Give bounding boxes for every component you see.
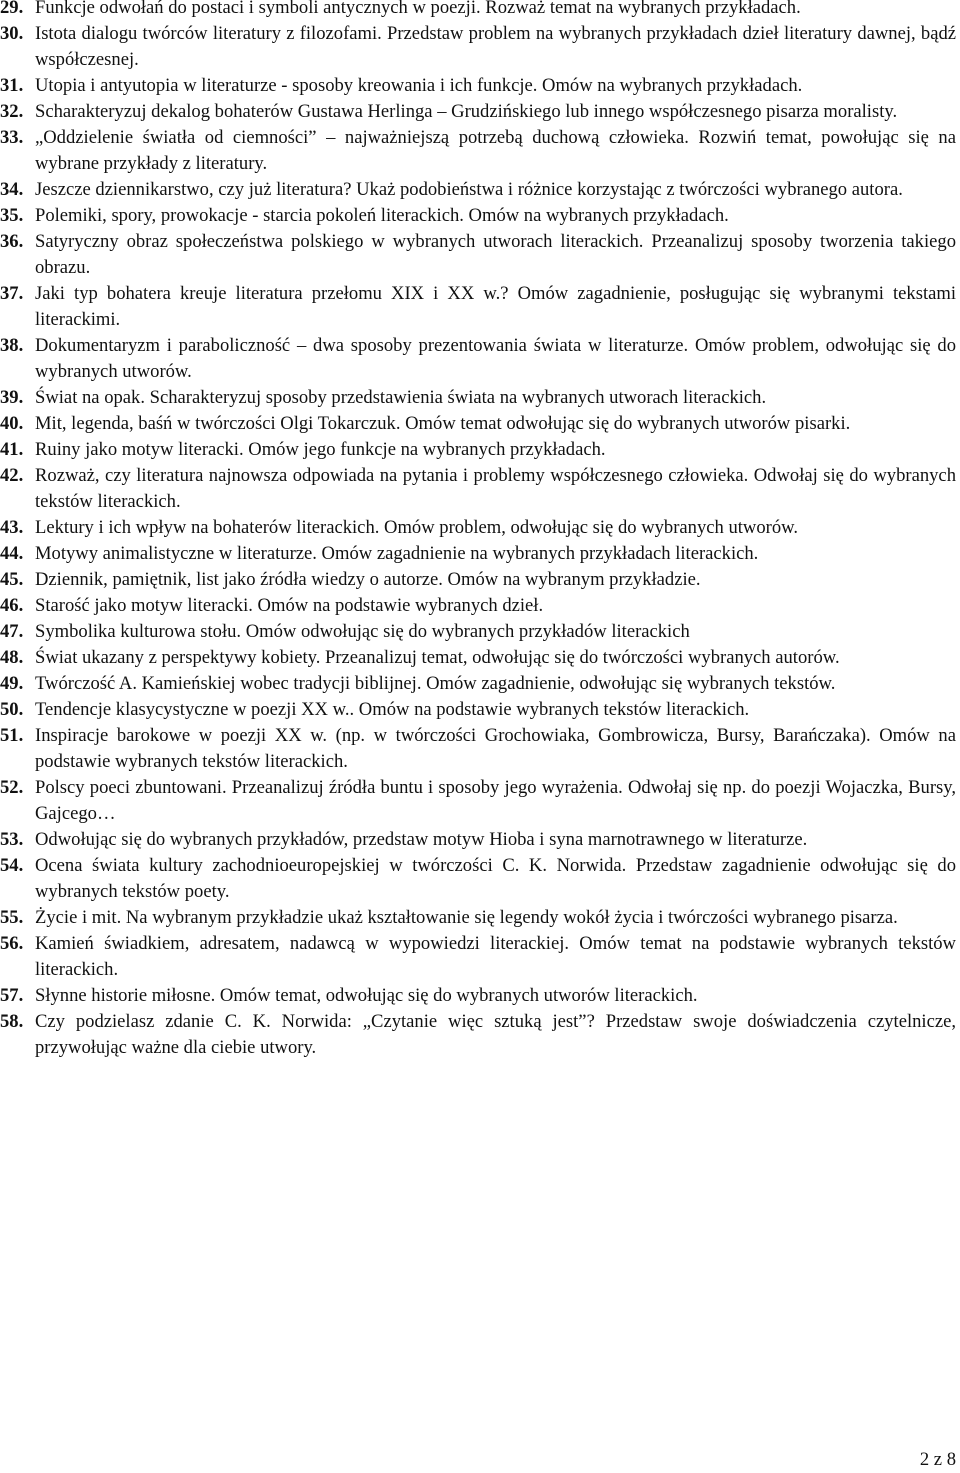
- topic-number: 53.: [0, 829, 24, 850]
- topic-item: [0, 671, 956, 697]
- topic-number: 41.: [0, 439, 24, 460]
- topic-text: Słynne historie miłosne. Omów temat, odwołując się do wybranych utworów literackich.: [35, 985, 698, 1006]
- topic-number: 42.: [0, 465, 24, 486]
- topic-text: Lektury i ich wpływ na bohaterów literackich. Omów problem, odwołując się do wybranych utworów.: [35, 517, 799, 538]
- topic-item: [0, 333, 956, 385]
- topic-number: 51.: [0, 725, 24, 746]
- topic-item: [0, 463, 956, 515]
- topic-item: [0, 645, 956, 671]
- topic-text: Życie i mit. Na wybranym przykładzie ukaż kształtowanie się legendy wokół życia i twórczości wybranego pisarza.: [35, 907, 898, 928]
- topic-number: 43.: [0, 517, 24, 538]
- topic-item: [0, 853, 956, 905]
- topic-item: [0, 73, 956, 99]
- topic-number: 50.: [0, 699, 24, 720]
- topic-text: Motywy animalistyczne w literaturze. Omów zagadnienie na wybranych przykładach literackich.: [35, 543, 759, 564]
- topic-item: [0, 593, 956, 619]
- topic-text: Tendencje klasycystyczne w poezji XX w.. Omów na podstawie wybranych tekstów literackich.: [35, 699, 750, 720]
- topic-item: [0, 905, 956, 931]
- topic-text: Istota dialogu twórców literatury z filozofami. Przedstaw problem na wybranych przykładach dzieł literatury dawnej, bądź współczesnej.: [35, 23, 956, 70]
- topic-number: 45.: [0, 569, 24, 590]
- topic-item: [0, 385, 956, 411]
- topic-text: Ocena świata kultury zachodnioeuropejskiej w twórczości C. K. Norwida. Przedstaw zagadnienie odwołując się do wybranych tekstów poety.: [35, 855, 956, 902]
- topic-text: Satyryczny obraz społeczeństwa polskiego w wybranych utworach literackich. Przeanalizuj sposoby tworzenia takiego obrazu.: [35, 231, 956, 278]
- topic-number: 35.: [0, 205, 24, 226]
- topic-item: [0, 1009, 956, 1061]
- topic-number: 46.: [0, 595, 24, 616]
- topic-text: Kamień świadkiem, adresatem, nadawcą w wypowiedzi literackiej. Omów temat na podstawie wybranych tekstów literackich.: [35, 933, 956, 980]
- page-number: 2 z 8: [919, 1449, 956, 1470]
- topic-number: 39.: [0, 387, 24, 408]
- topic-text: Polscy poeci zbuntowani. Przeanalizuj źródła buntu i sposoby jego wyrażenia. Odwołaj się np. do poezji Wojaczka, Bursy, Gajcego…: [35, 777, 956, 824]
- topic-number: 54.: [0, 855, 24, 876]
- topic-item: [0, 619, 956, 645]
- topic-number: 48.: [0, 647, 24, 668]
- topic-item: [0, 931, 956, 983]
- topic-text: Ruiny jako motyw literacki. Omów jego funkcje na wybranych przykładach.: [35, 439, 606, 460]
- topic-item: [0, 281, 956, 333]
- topic-item: [0, 177, 956, 203]
- topic-item: [0, 125, 956, 177]
- topic-number: 38.: [0, 335, 24, 356]
- topic-text: Świat na opak. Scharakteryzuj sposoby przedstawienia świata na wybranych utworach literackich.: [35, 387, 767, 408]
- topic-text: Utopia i antyutopia w literaturze - sposoby kreowania i ich funkcje. Omów na wybranych przykładach.: [35, 75, 803, 96]
- topic-text: Odwołując się do wybranych przykładów, przedstaw motyw Hioba i syna marnotrawnego w literaturze.: [35, 829, 808, 850]
- topic-item: [0, 775, 956, 827]
- topic-text: Scharakteryzuj dekalog bohaterów Gustawa Herlinga – Grudzińskiego lub innego współczesnego pisarza moralisty.: [35, 101, 898, 122]
- topic-item: [0, 203, 956, 229]
- topic-text: Jaki typ bohatera kreuje literatura przełomu XIX i XX w.? Omów zagadnienie, posługując się wybranymi tekstami literackimi.: [35, 283, 956, 330]
- topic-text: Rozważ, czy literatura najnowsza odpowiada na pytania i problemy współczesnego człowieka. Odwołaj się do wybranych tekstów literackich.: [35, 465, 956, 512]
- topic-text: Polemiki, spory, prowokacje - starcia pokoleń literackich. Omów na wybranych przykładach.: [35, 205, 729, 226]
- topic-item: [0, 437, 956, 463]
- topic-text: Świat ukazany z perspektywy kobiety. Przeanalizuj temat, odwołując się do twórczości wybranych autorów.: [35, 647, 840, 668]
- topic-text: Inspiracje barokowe w poezji XX w. (np. w twórczości Grochowiaka, Gombrowicza, Bursy, Barańczaka). Omów na podstawie wybranych tekstów literackich.: [35, 725, 956, 772]
- topic-number: 56.: [0, 933, 24, 954]
- topic-text: Symbolika kulturowa stołu. Omów odwołując się do wybranych przykładów literackich: [35, 621, 690, 642]
- topic-item: [0, 697, 956, 723]
- topic-item: [0, 411, 956, 437]
- topic-item: [0, 515, 956, 541]
- topic-number: 55.: [0, 907, 24, 928]
- topic-text: Mit, legenda, baśń w twórczości Olgi Tokarczuk. Omów temat odwołując się do wybranych utworów pisarki.: [35, 413, 851, 434]
- topic-number: 31.: [0, 75, 24, 96]
- topic-item: [0, 21, 956, 73]
- topic-item: [0, 567, 956, 593]
- topic-text: Funkcje odwołań do postaci i symboli antycznych w poezji. Rozważ temat na wybranych przykładach.: [35, 0, 801, 18]
- topic-number: 58.: [0, 1011, 24, 1032]
- topic-number: 30.: [0, 23, 24, 44]
- topic-number: 52.: [0, 777, 24, 798]
- topic-number: 47.: [0, 621, 24, 642]
- topic-text: Dokumentaryzm i paraboliczność – dwa sposoby prezentowania świata w literaturze. Omów problem, odwołując się do wybranych utworów.: [35, 335, 956, 382]
- topic-text: „Oddzielenie światła od ciemności” – najważniejszą potrzebą duchową człowieka. Rozwiń temat, powołując się na wybrane przykłady z literatury.: [35, 127, 956, 174]
- topic-text: Starość jako motyw literacki. Omów na podstawie wybranych dzieł.: [35, 595, 544, 616]
- topic-item: [0, 983, 956, 1009]
- topic-text: Dziennik, pamiętnik, list jako źródła wiedzy o autorze. Omów na wybranym przykładzie.: [35, 569, 701, 590]
- topic-number: 29.: [0, 0, 24, 18]
- topic-number: 49.: [0, 673, 24, 694]
- topic-item: [0, 0, 956, 21]
- topic-number: 44.: [0, 543, 24, 564]
- topic-text: Jeszcze dziennikarstwo, czy już literatura? Ukaż podobieństwa i różnice korzystając z twórczości wybranego autora.: [35, 179, 903, 200]
- topic-number: 32.: [0, 101, 24, 122]
- topic-number: 36.: [0, 231, 24, 252]
- topic-item: [0, 723, 956, 775]
- topic-item: [0, 99, 956, 125]
- topic-item: [0, 827, 956, 853]
- topic-number: 34.: [0, 179, 24, 200]
- topic-item: [0, 541, 956, 567]
- topic-number: 40.: [0, 413, 24, 434]
- topic-number: 37.: [0, 283, 24, 304]
- topic-number: 33.: [0, 127, 24, 148]
- topic-item: [0, 229, 956, 281]
- topic-text: Twórczość A. Kamieńskiej wobec tradycji biblijnej. Omów zagadnienie, odwołując się wybranych tekstów.: [35, 673, 836, 694]
- topic-text: Czy podzielasz zdanie C. K. Norwida: „Czytanie więc sztuką jest”? Przedstaw swoje doświadczenia czytelnicze, przywołując ważne dla ciebie utwory.: [35, 1011, 956, 1058]
- topic-number: 57.: [0, 985, 24, 1006]
